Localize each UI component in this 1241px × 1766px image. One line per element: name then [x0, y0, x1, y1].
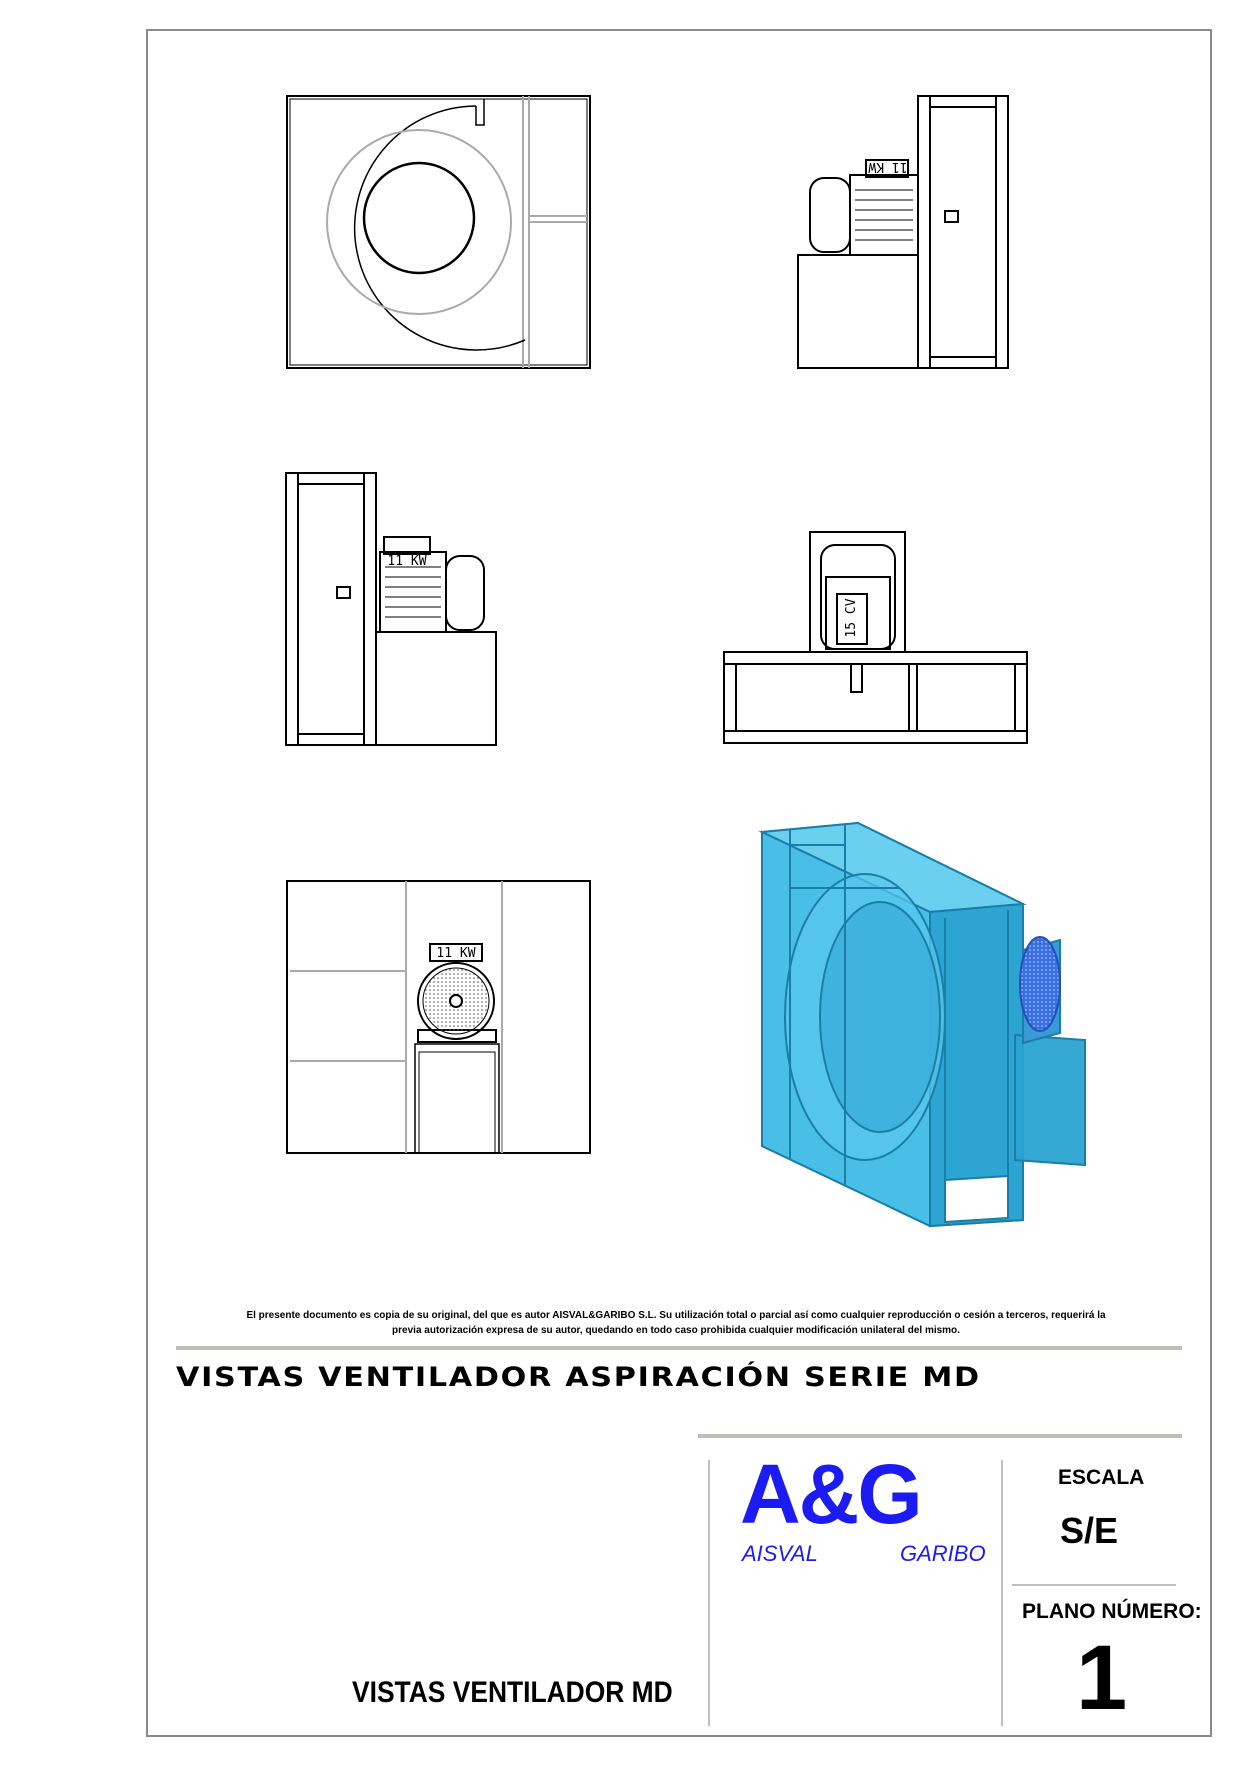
- front-view: [287, 96, 590, 368]
- copyright-disclaimer: [176, 1308, 1176, 1338]
- rear-view: [287, 881, 590, 1153]
- logo-garibo: GARIBO: [900, 1541, 986, 1566]
- titleblock-divider-left: [708, 1460, 710, 1726]
- plan-number-label: PLANO NÚMERO:: [1022, 1600, 1202, 1623]
- motor-label-top: 15 CV: [844, 598, 859, 638]
- left-side-view: [286, 473, 496, 745]
- plan-number-value: 1: [1076, 1627, 1128, 1729]
- logo-aisval: AISVAL: [742, 1541, 818, 1566]
- scale-plan-separator: [1012, 1584, 1176, 1586]
- company-logo: A&G: [740, 1447, 921, 1541]
- isometric-view: [762, 823, 1085, 1226]
- titleblock-divider-right: [1001, 1460, 1003, 1726]
- bottom-title: VISTAS VENTILADOR MD: [352, 1676, 673, 1709]
- top-view: [724, 532, 1027, 743]
- title-separator: [176, 1346, 1182, 1350]
- disclaimer-line-2: previa autorización expresa de su autor, quedando en todo caso prohibida cualquier modificación unilateral del mismo.: [392, 1325, 960, 1336]
- disclaimer-line-1: El presente documento es copia de su original, del que es autor AISVAL&GARIBO S.L. Su utilización total o parcial así como cualquier reproducción o cesión a terceros, requerirá la: [246, 1310, 1106, 1321]
- motor-label-right: 11 KW: [868, 159, 908, 174]
- right-side-view: [798, 96, 1008, 368]
- scale-label: ESCALA: [1058, 1466, 1145, 1489]
- scale-value: S/E: [1060, 1510, 1119, 1551]
- motor-label-left: 11 KW: [387, 554, 427, 569]
- titleblock-separator: [698, 1434, 1182, 1438]
- motor-label-rear: 11 KW: [436, 946, 476, 961]
- drawing-title: VISTAS VENTILADOR ASPIRACIÓN SERIE MD: [176, 1362, 981, 1393]
